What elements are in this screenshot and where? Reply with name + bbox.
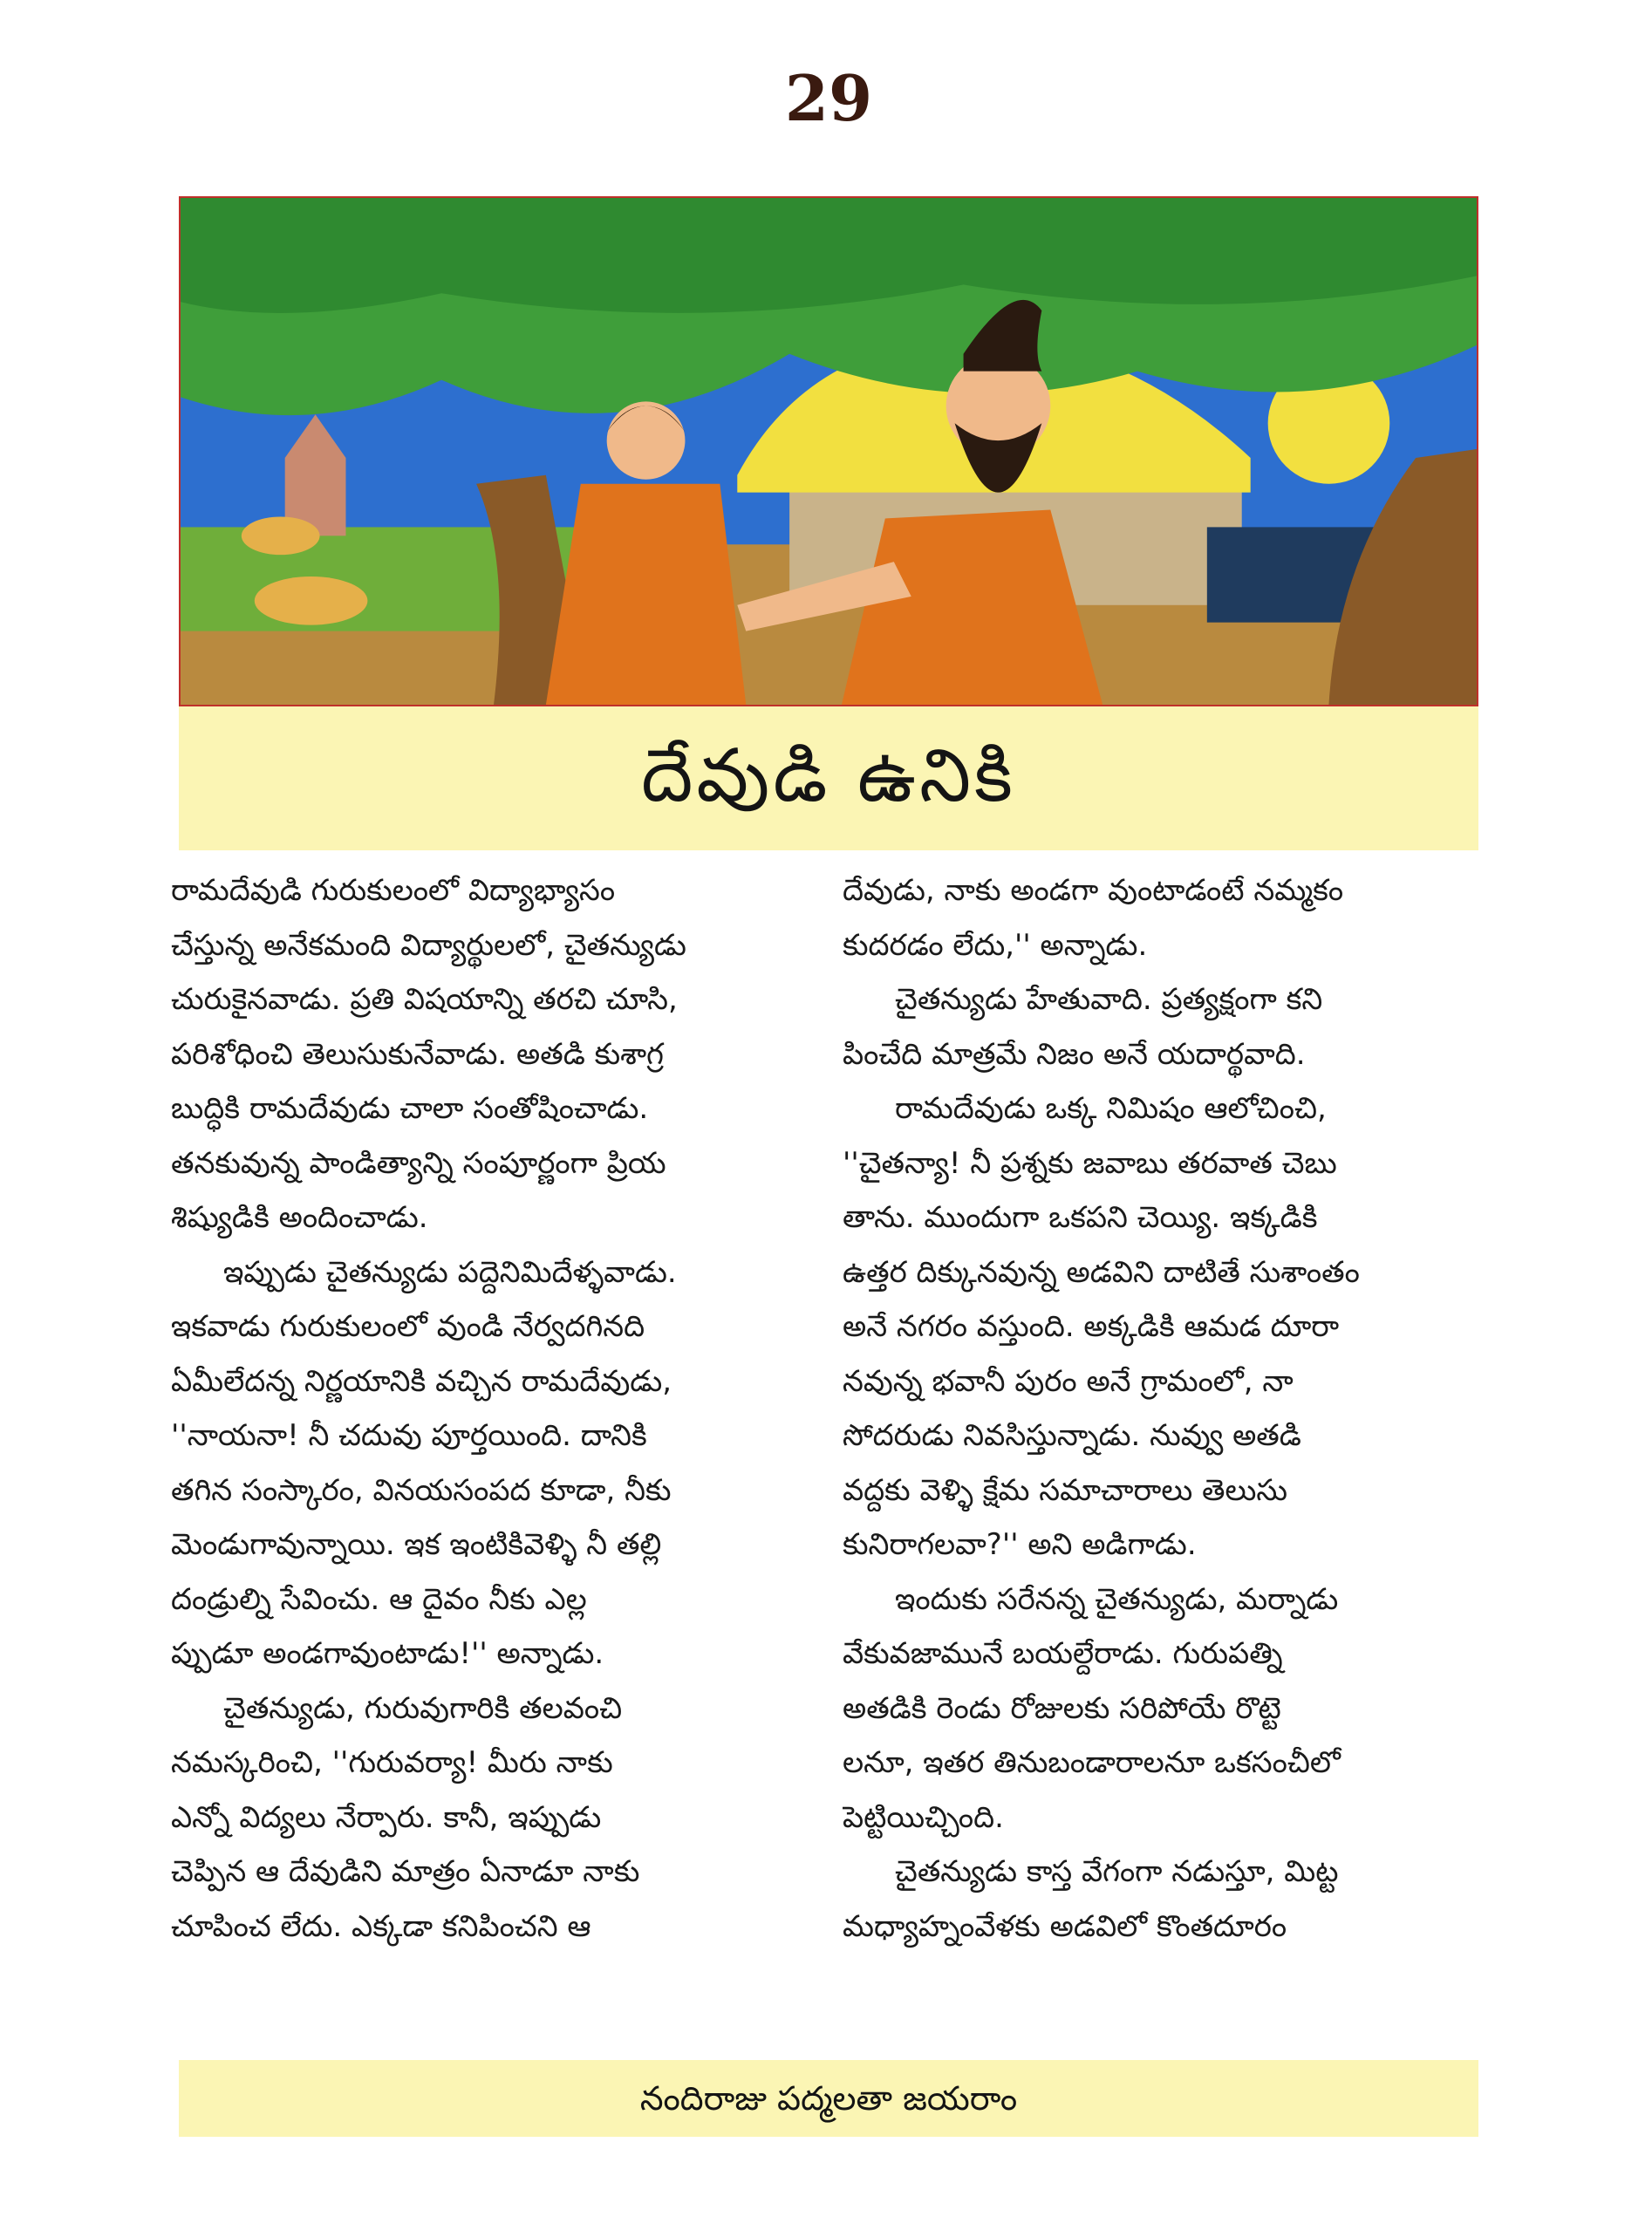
text-line: ''నాయనా! నీ చదువు పూర్తయింది. దానికి: [171, 1418, 647, 1453]
text-line: చైతన్యుడు, గురువుగారికి తలవంచి: [223, 1690, 623, 1726]
disciple-head: [607, 401, 686, 479]
right-column: [843, 863, 1471, 1954]
text-line: సోదరుడు నివసిస్తున్నాడు. నువ్వు అతడి: [843, 1418, 1301, 1453]
story-title: దేవుడి ఉనికి: [641, 733, 1016, 818]
text-line: పరిశోధించి తెలుసుకునేవాడు. అతడి కుశాగ్ర: [171, 1036, 664, 1072]
text-line: రామదేవుడి గురుకులంలో విద్యాభ్యాసం: [171, 873, 616, 908]
text-line: కునిరాగలవా?'' అని అడిగాడు.: [843, 1527, 1197, 1562]
illustration-scene: [181, 198, 1477, 705]
text-line: ఇకవాడు గురుకులంలో వుండి నేర్వదగినది: [171, 1309, 645, 1344]
disciple-robe: [546, 484, 746, 705]
text-line: దేవుడు, నాకు అండగా వుంటాడంటే నమ్మకం: [843, 873, 1344, 908]
text-line: తనకువున్న పాండిత్యాన్ని సంపూర్ణంగా ప్రియ: [171, 1145, 666, 1181]
text-line: మెండుగావున్నాయి. ఇక ఇంటికివెళ్ళి నీ తల్లి: [171, 1527, 662, 1562]
text-line: రామదేవుడు ఒక్క నిమిషం ఆలోచించి,: [895, 1091, 1327, 1126]
text-line: చేస్తున్న అనేకమంది విద్యార్థులలో, చైతన్యుడు: [171, 927, 686, 963]
author-name: నందిరాజు పద్మలతా జయరాం: [639, 2079, 1018, 2118]
text-line: చైతన్యుడు కాస్త వేగంగా నడుస్తూ, మిట్ట: [895, 1854, 1339, 1889]
text-line: అతడికి రెండు రోజులకు సరిపోయే రొట్టె: [843, 1690, 1281, 1726]
text-line: మధ్యాహ్నంవేళకు అడవిలో కొంతదూరం: [843, 1908, 1287, 1944]
text-line: నవున్న భవానీ పురం అనే గ్రామంలో, నా: [843, 1363, 1294, 1399]
story-illustration: [179, 196, 1478, 706]
text-line: అనే నగరం వస్తుంది. అక్కడికి ఆమడ దూరా: [843, 1309, 1340, 1344]
canopy-shade: [181, 198, 1477, 313]
page-number: 29: [784, 61, 873, 135]
text-line: తగిన సంస్కారం, వినయసంపద కూడా, నీకు: [171, 1472, 672, 1508]
text-line: ''చైతన్యా! నీ ప్రశ్నకు జవాబు తరవాత చెబు: [843, 1145, 1337, 1181]
deer-front: [255, 576, 368, 625]
text-line: ఉత్తర దిక్కునవున్న అడవిని దాటితే సుశాంతం: [843, 1254, 1360, 1290]
text-line: నమస్కరించి, ''గురువర్యా! మీరు నాకు: [171, 1745, 613, 1780]
text-line: బుద్ధికి రామదేవుడు చాలా సంతోషించాడు.: [171, 1091, 649, 1126]
text-line: పెట్టియిచ్చింది.: [843, 1799, 1004, 1835]
text-line: శిష్యుడికి అందించాడు.: [171, 1200, 428, 1235]
text-line: కుదరడం లేదు,'' అన్నాడు.: [843, 927, 1148, 963]
left-column: [171, 863, 799, 1954]
text-line: లనూ, ఇతర తినుబండారాలనూ ఒకసంచీలో: [843, 1745, 1341, 1780]
text-line: చైతన్యుడు హేతువాది. ప్రత్యక్షంగా కని: [895, 982, 1323, 1017]
text-line: దండ్రుల్ని సేవించు. ఆ దైవం నీకు ఎల్ల: [171, 1581, 587, 1617]
text-line: పించేది మాత్రమే నిజం అనే యదార్థవాది.: [843, 1036, 1306, 1072]
text-line: ప్పుడూ అండగావుంటాడు!'' అన్నాడు.: [171, 1636, 604, 1671]
text-line: చెప్పిన ఆ దేవుడిని మాత్రం ఏనాడూ నాకు: [171, 1854, 640, 1889]
text-line: చురుకైనవాడు. ప్రతి విషయాన్ని తరచి చూసి,: [171, 982, 678, 1017]
text-line: ఇప్పుడు చైతన్యుడు పద్దెనిమిదేళ్ళవాడు.: [223, 1254, 677, 1290]
text-line: చూపించ లేదు. ఎక్కడా కనిపించని ఆ: [171, 1908, 591, 1944]
text-line: ఇందుకు సరేనన్న చైతన్యుడు, మర్నాడు: [895, 1581, 1339, 1617]
author-band: [179, 2060, 1478, 2137]
text-line: వద్దకు వెళ్ళి క్షేమ సమాచారాలు తెలుసు: [843, 1472, 1287, 1508]
title-band: [179, 706, 1478, 850]
deer-back: [242, 516, 320, 555]
text-line: ఏమీలేదన్న నిర్ణయానికి వచ్చిన రామదేవుడు,: [171, 1363, 672, 1399]
text-line: ఎన్నో విద్యలు నేర్పారు. కానీ, ఇప్పుడు: [171, 1799, 602, 1835]
text-line: తాను. ముందుగా ఒకపని చెయ్యి. ఇక్కడికి: [843, 1200, 1318, 1235]
text-line: వేకువజామునే బయల్దేరాడు. గురుపత్ని: [843, 1636, 1283, 1671]
